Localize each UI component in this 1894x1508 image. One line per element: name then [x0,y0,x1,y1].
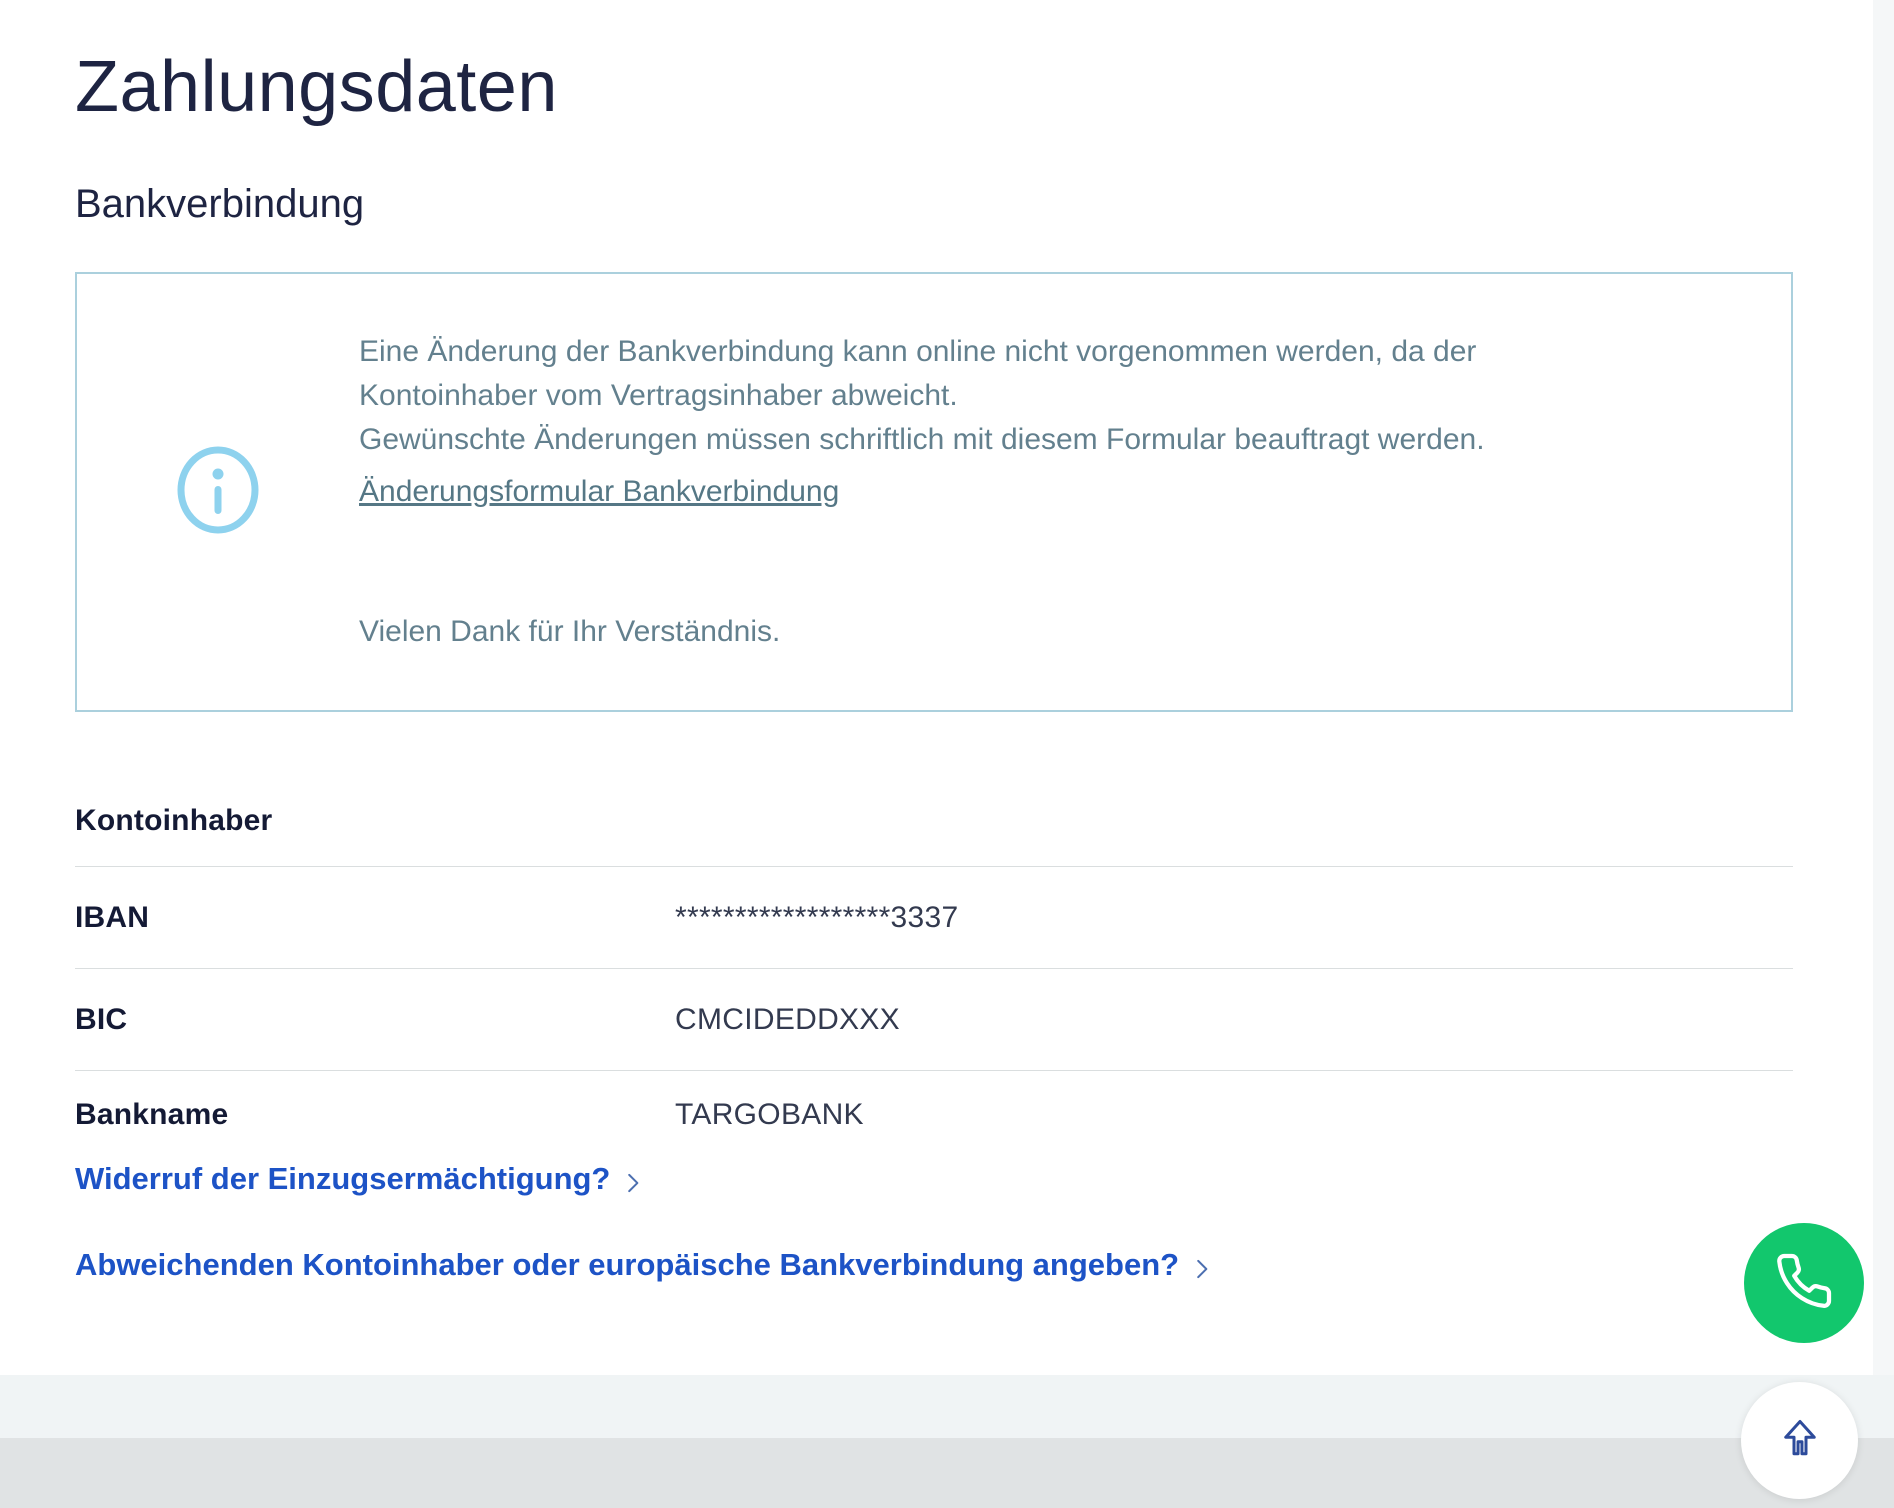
arrow-up-icon [1776,1414,1824,1467]
info-icon-column [77,274,359,710]
revoke-direct-debit-link[interactable] [75,1161,646,1197]
bic-label: BIC [75,1002,128,1036]
revoke-direct-debit-label: Widerruf der Einzugsermächtigung? [75,1161,611,1197]
info-text-2: Gewünschte Änderungen müssen schriftlich mit diesem Formular beauftragt werden. [359,423,1485,457]
field-row-iban [75,867,1793,968]
bankname-label: Bankname [75,1098,229,1132]
bank-change-info-box [75,272,1793,712]
iban-value: ******************3337 [675,900,959,934]
bankname-value: TARGOBANK [675,1098,864,1132]
phone-icon [1774,1251,1834,1316]
footer-upper-band [0,1375,1894,1438]
phone-contact-button[interactable] [1744,1223,1864,1343]
iban-label: IBAN [75,900,150,934]
different-account-holder-label: Abweichenden Kontoinhaber oder europäische Bankverbindung angeben? [75,1247,1180,1283]
bic-value: CMCIDEDDXXX [675,1002,900,1036]
info-text-column [359,274,1791,710]
kontoinhaber-label: Kontoinhaber [75,804,273,838]
change-form-link[interactable]: Änderungsformular Bankverbindung [359,475,840,509]
different-account-holder-link[interactable] [75,1247,1215,1283]
scroll-to-top-button[interactable] [1741,1382,1858,1499]
info-text-1: Eine Änderung der Bankverbindung kann online nicht vorgenommen werden, da der Kontoinhaber vom Vertragsinhaber abweicht. [359,335,1477,413]
field-row-bic [75,969,1793,1070]
field-row-kontoinhaber [75,796,1795,866]
section-title-bankverbindung: Bankverbindung [75,182,365,227]
page-title: Zahlungsdaten [75,47,558,127]
info-thanks-text: Vielen Dank für Ihr Verständnis. [359,615,781,649]
footer-lower-band [0,1438,1894,1508]
chevron-right-icon [1189,1254,1215,1280]
info-icon [172,444,264,541]
scrollbar-track[interactable] [1873,0,1894,1508]
bank-details-list [75,796,1795,1159]
main-content [75,0,1795,1283]
chevron-right-icon [620,1168,646,1194]
field-row-bankname [75,1071,1793,1159]
